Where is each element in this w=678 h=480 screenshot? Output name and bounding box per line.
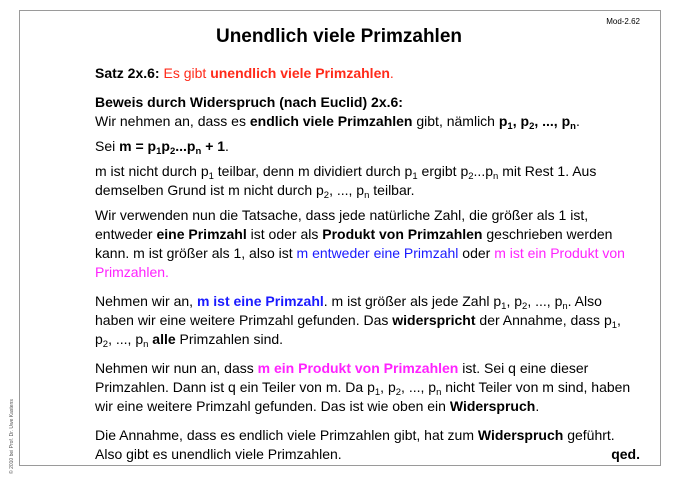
text-emphasis: eine Primzahl [156, 226, 247, 242]
math-subscript: 2 [395, 387, 402, 398]
text-emphasis: Widerspruch [477, 427, 564, 443]
math-subscript: n [195, 146, 202, 157]
slide-content [95, 64, 640, 464]
case-product-label: m ist ein Produkt von Primzahlen. [95, 245, 625, 280]
text-run: . [225, 138, 229, 154]
text-run: Wir nehmen an, dass es [95, 113, 246, 129]
proof-assumption [95, 112, 640, 131]
text-run: ist oder als [250, 226, 319, 242]
case-product-emphasis: m ein Produkt von Primzahlen [257, 360, 459, 376]
math-subscript: n [143, 339, 149, 350]
math-var: + 1 [205, 138, 226, 154]
text-run: geführt. Also gibt es unendlich viele Primzahlen. [95, 427, 615, 462]
text-run: Sei [95, 138, 116, 154]
text-run: Die Annahme, dass es endlich viele Primzahlen gibt, hat zum [95, 427, 474, 443]
math-subscript: n [493, 171, 499, 182]
math-var: p [161, 138, 170, 154]
text-run: teilbar, denn m dividiert durch p [217, 163, 413, 179]
proof-case-split [95, 206, 640, 282]
prime-list [498, 113, 576, 132]
text-run: . m ist größer als jede Zahl p [323, 293, 502, 309]
math-subscript: 1 [507, 121, 513, 132]
text-run: . [575, 113, 580, 129]
math-subscript: 2 [169, 146, 176, 157]
text-run: . Also haben wir eine weitere Primzahl gefunden. Das [95, 293, 602, 328]
math-var: ...p [175, 138, 196, 154]
theorem-statement [95, 64, 640, 83]
text-run: geschrieben werden kann. m ist größer als 1, also ist [95, 226, 613, 261]
text-run: , p [95, 312, 621, 347]
math-subscript: n [436, 387, 442, 398]
text-run: Nehmen wir an, [95, 293, 194, 309]
math-var: m = p [119, 138, 157, 154]
theorem-emphasis: unendlich viele Primzahlen [210, 65, 390, 81]
math-subscript: n [364, 190, 370, 201]
text-run: ist. Sei q eine dieser Primzahlen. Dann ist q ein Teiler von m. Da p [95, 360, 589, 395]
text-run: , ..., p [329, 182, 365, 198]
math-subscript: 1 [374, 387, 381, 398]
math-subscript: 1 [208, 171, 214, 182]
math-subscript: 2 [522, 301, 528, 312]
copyright-note: © 2010 bei Prof. Dr. Uwe Kastens [9, 399, 15, 474]
math-subscript: 2 [468, 171, 474, 182]
math-subscript: n [570, 121, 576, 132]
text-run: , ..., p [527, 293, 563, 309]
math-subscript: n [562, 301, 568, 312]
math-subscript: 2 [102, 339, 109, 350]
math-var: , p [512, 113, 530, 129]
math-subscript: 1 [412, 171, 418, 182]
proof-case-prime [95, 292, 640, 349]
math-subscript: 2 [529, 121, 535, 132]
text-emphasis: endlich viele Primzahlen [249, 113, 413, 129]
text-run: mit Rest 1. Aus demselben Grund ist m nicht durch p [95, 163, 597, 198]
text-run: gibt, nämlich [416, 113, 495, 129]
text-emphasis: widerspricht [392, 312, 476, 328]
text-run: , ..., p [401, 379, 437, 395]
text-run: , ..., p [108, 331, 144, 347]
text-run: , p [380, 379, 396, 395]
math-var: p [498, 113, 508, 129]
text-run: nicht Teiler von m sind, haben wir eine weitere Primzahl gefunden. Das ist wie oben ein [95, 379, 631, 414]
text-emphasis: alle [152, 331, 176, 347]
proof-definition-m [95, 137, 640, 156]
math-subscript: 2 [323, 190, 330, 201]
proof-case-product [95, 359, 640, 416]
page-number: Mod-2.62 [606, 17, 640, 26]
text-run: ...p [473, 163, 494, 179]
m-formula [119, 138, 226, 157]
text-run: oder [462, 245, 491, 261]
theorem-label: Satz 2x.6: [95, 65, 160, 81]
proof-heading [95, 93, 640, 112]
text-run: . [535, 398, 540, 414]
theorem-prefix: Es gibt [163, 65, 207, 81]
math-subscript: 1 [156, 146, 162, 157]
proof-heading-text: Beweis durch Widerspruch (nach Euclid) 2x.6: [95, 94, 403, 110]
math-subscript: 1 [611, 320, 618, 331]
text-run: ergibt p [421, 163, 469, 179]
qed-mark: qed. [611, 446, 640, 462]
text-run: der Annahme, dass p [479, 312, 612, 328]
text-run: , p [506, 293, 523, 309]
text-run: m ist nicht durch p [95, 163, 209, 179]
text-emphasis: Produkt von Primzahlen [322, 226, 483, 242]
theorem-suffix: . [389, 65, 394, 81]
text-run: teilbar. [373, 182, 415, 198]
text-run: Primzahlen sind. [179, 331, 284, 347]
text-emphasis: Widerspruch [449, 398, 536, 414]
proof-conclusion [95, 426, 640, 464]
proof-divisibility [95, 162, 640, 200]
case-prime-label: m entweder eine Primzahl [296, 245, 459, 261]
math-var: , ..., p [534, 113, 571, 129]
text-run: Nehmen wir nun an, dass [95, 360, 254, 376]
math-subscript: 1 [501, 301, 507, 312]
page-title: Unendlich viele Primzahlen [215, 26, 463, 47]
case-prime-emphasis: m ist eine Primzahl [196, 293, 324, 309]
text-run: Wir verwenden nun die Tatsache, dass jede natürliche Zahl, die größer als 1 ist, entweder [95, 207, 589, 242]
